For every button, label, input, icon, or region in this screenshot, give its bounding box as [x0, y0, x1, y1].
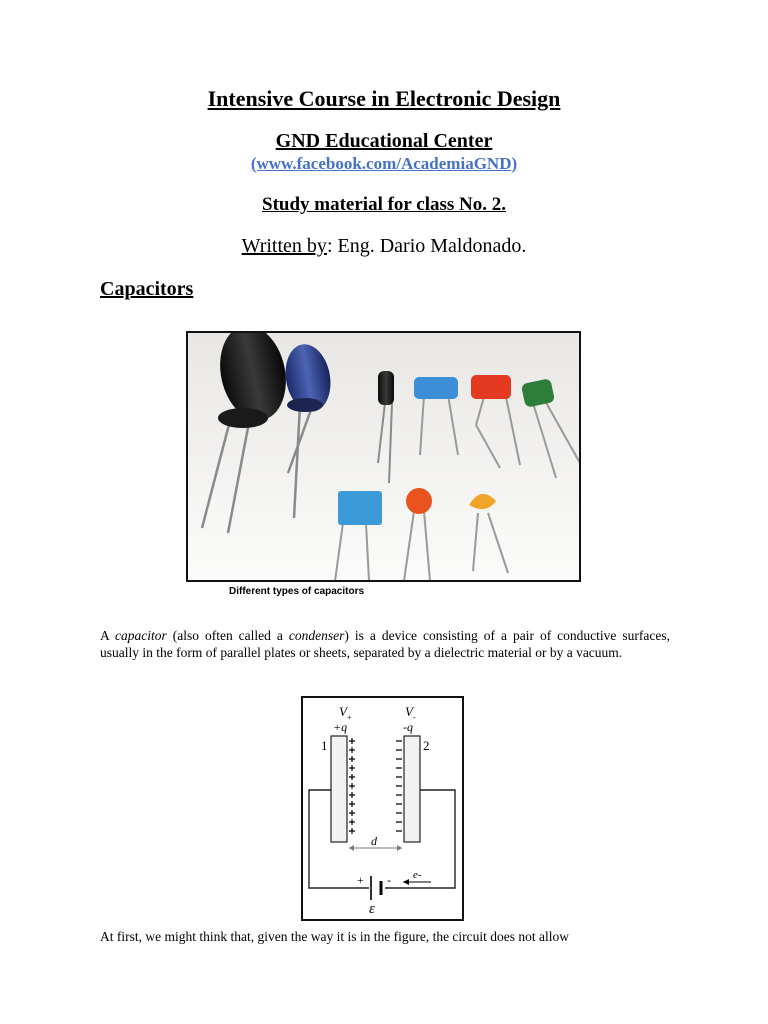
- author-line: [0, 235, 768, 258]
- paragraph-text: ) is a device consisting of a pair of conductive surfaces, usually in the form of parallel plates or sheets, separated by a dielectric material or by a vacuum.: [100, 628, 670, 660]
- distance-label: d: [371, 834, 377, 848]
- capacitors-photo: [186, 331, 581, 582]
- explanation-paragraph: At first, we might think that, given the way it is in the figure, the circuit does not allow: [100, 929, 570, 944]
- paragraph-text: (also often called a: [166, 628, 289, 643]
- term-capacitor: capacitor: [115, 628, 167, 643]
- battery-plus-label: +: [357, 873, 364, 887]
- battery-minus-label: -: [387, 873, 391, 887]
- positive-charges: [349, 738, 355, 834]
- facebook-link[interactable]: (www.facebook.com/AcademiaGND): [250, 154, 518, 173]
- organization-name: GND Educational Center: [275, 130, 493, 152]
- plus-q-label: +q: [333, 720, 348, 734]
- v-minus-subscript: -: [413, 713, 416, 722]
- capacitor-circuit-diagram: [301, 696, 464, 921]
- paragraph-text: A: [100, 628, 115, 643]
- term-condenser: condenser: [288, 628, 345, 643]
- written-by-label: Written by: [241, 235, 327, 257]
- document-title: Intensive Course in Electronic Design: [207, 86, 561, 111]
- section-heading-capacitors: Capacitors: [100, 278, 194, 300]
- author-name: : Eng. Dario Maldonado.: [326, 235, 527, 257]
- plate-2-label: 2: [423, 738, 430, 753]
- plate-1: [331, 736, 347, 842]
- v-plus-subscript: +: [347, 713, 352, 722]
- emf-label: ε: [369, 901, 375, 917]
- v-plus-label: V: [339, 704, 347, 719]
- plate-1-label: 1: [321, 738, 328, 753]
- circuit-drawing: [303, 698, 462, 919]
- electron-label: e-: [413, 869, 422, 881]
- negative-charges: [396, 741, 402, 831]
- capacitors-illustration: [188, 333, 579, 580]
- v-minus-label: V: [405, 704, 413, 719]
- capacitor-definition-paragraph: [100, 628, 670, 661]
- photo-caption: Different types of capacitors: [229, 586, 365, 597]
- plate-2: [404, 736, 420, 842]
- study-material-heading: Study material for class No. 2.: [262, 194, 506, 215]
- minus-q-label: -q: [403, 720, 413, 734]
